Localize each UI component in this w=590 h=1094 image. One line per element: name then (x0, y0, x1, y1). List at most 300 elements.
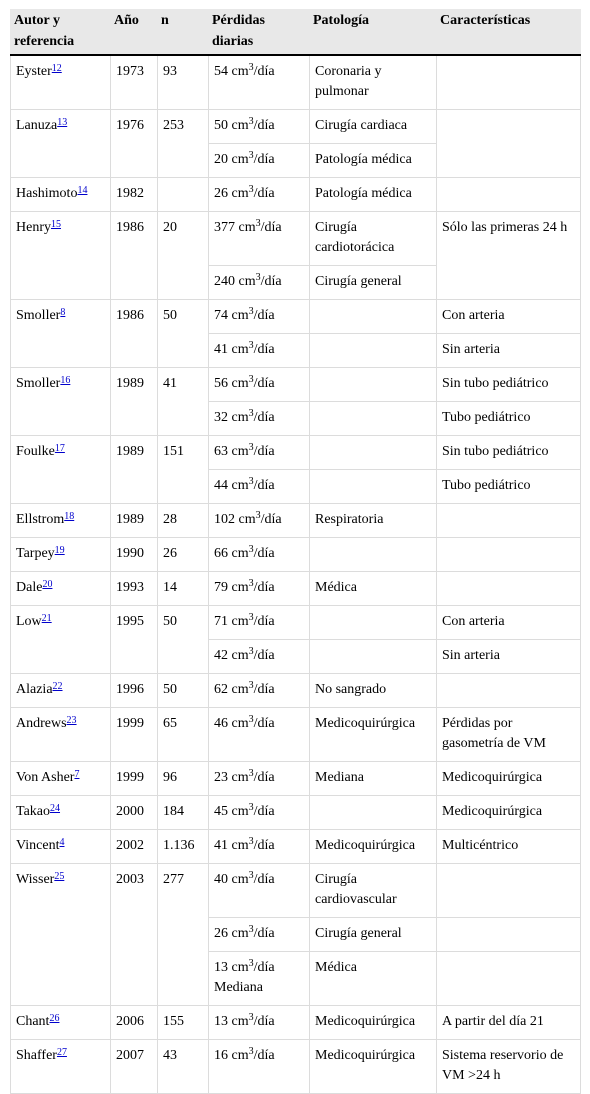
unit-suffix: /día (253, 342, 275, 357)
cell-n: 65 (158, 708, 209, 762)
cell-caracteristicas: Con arteria (437, 606, 581, 640)
unit-suffix: /día (253, 960, 275, 975)
reference-link[interactable]: 26 (49, 1013, 60, 1024)
unit-exponent: 3 (248, 374, 254, 385)
cell-n: 26 (158, 538, 209, 572)
cell-patologia: Medicoquirúrgica (310, 1040, 437, 1094)
cell-patologia (310, 368, 437, 402)
cell-anio: 1989 (111, 504, 158, 538)
cell-autor (11, 110, 111, 178)
unit-suffix: /día (253, 152, 275, 167)
cell-perdidas (209, 572, 310, 606)
table-row (11, 55, 581, 110)
cell-autor (11, 606, 111, 674)
cell-perdidas (209, 640, 310, 674)
table-row (11, 1006, 581, 1040)
cell-patologia: Medicoquirúrgica (310, 1006, 437, 1040)
unit-exponent: 3 (248, 544, 254, 555)
unit-exponent: 3 (248, 768, 254, 779)
cell-patologia: Patología médica (310, 178, 437, 212)
cell-anio: 2007 (111, 1040, 158, 1094)
unit-suffix: /día (253, 1014, 275, 1029)
cell-perdidas (209, 368, 310, 402)
unit-suffix: /día (253, 64, 275, 79)
author-name: Smoller (16, 376, 61, 391)
cell-n: 50 (158, 606, 209, 674)
cell-anio: 1996 (111, 674, 158, 708)
cell-autor (11, 178, 111, 212)
unit-prefix: cm (228, 838, 249, 853)
cell-autor (11, 708, 111, 762)
loss-value: 42 (214, 648, 228, 663)
cell-n: 43 (158, 1040, 209, 1094)
cell-caracteristicas: Multicéntrico (437, 830, 581, 864)
header-row (11, 9, 581, 55)
cell-patologia (310, 606, 437, 640)
cell-perdidas (209, 762, 310, 796)
unit-suffix: /día (260, 512, 282, 527)
cell-perdidas (209, 708, 310, 762)
author-name: Vincent (16, 838, 60, 853)
loss-value: 66 (214, 546, 228, 561)
reference-link[interactable]: 17 (54, 443, 65, 454)
unit-prefix: cm (228, 478, 249, 493)
cell-n: 277 (158, 864, 209, 1006)
cell-n (158, 178, 209, 212)
unit-exponent: 3 (255, 272, 261, 283)
cell-caracteristicas: Sin tubo pediátrico (437, 368, 581, 402)
cell-patologia: Cirugía general (310, 918, 437, 952)
unit-prefix: cm (228, 804, 249, 819)
cell-n: 184 (158, 796, 209, 830)
cell-caracteristicas: Con arteria (437, 300, 581, 334)
unit-exponent: 3 (248, 306, 254, 317)
table-row (11, 538, 581, 572)
unit-suffix: /día (253, 444, 275, 459)
cell-autor (11, 762, 111, 796)
unit-prefix: cm (228, 152, 249, 167)
unit-exponent: 3 (255, 510, 261, 521)
table-row (11, 762, 581, 796)
reference-link[interactable]: 22 (52, 681, 63, 692)
cell-anio: 1990 (111, 538, 158, 572)
author-name: Foulke (16, 444, 55, 459)
loss-value: 71 (214, 614, 228, 629)
cell-patologia: Cirugía cardiovascular (310, 864, 437, 918)
author-name: Shaffer (16, 1048, 57, 1063)
unit-suffix: /día (253, 478, 275, 493)
unit-prefix: cm (228, 64, 249, 79)
cell-perdidas (209, 952, 310, 1006)
cell-anio: 1986 (111, 300, 158, 368)
loss-value: 74 (214, 308, 228, 323)
unit-exponent: 3 (248, 1012, 254, 1023)
table-row (11, 796, 581, 830)
cell-perdidas (209, 55, 310, 110)
cell-autor (11, 572, 111, 606)
reference-link[interactable]: 14 (77, 185, 88, 196)
cell-patologia (310, 300, 437, 334)
unit-prefix: cm (235, 220, 256, 235)
loss-value: 13 (214, 1014, 228, 1029)
cell-autor (11, 538, 111, 572)
cell-perdidas (209, 402, 310, 436)
cell-autor (11, 368, 111, 436)
cell-anio: 1993 (111, 572, 158, 606)
unit-prefix: cm (228, 410, 249, 425)
loss-value: 102 (214, 512, 235, 527)
cell-caracteristicas (437, 918, 581, 952)
unit-prefix: cm (228, 1014, 249, 1029)
loss-value: 56 (214, 376, 228, 391)
cell-perdidas (209, 606, 310, 640)
cell-patologia (310, 640, 437, 674)
cell-perdidas (209, 212, 310, 266)
cell-patologia (310, 470, 437, 504)
loss-value: 377 (214, 220, 235, 235)
cell-perdidas (209, 110, 310, 144)
cell-anio: 2000 (111, 796, 158, 830)
header-anio: Año (111, 9, 158, 55)
unit-exponent: 3 (255, 218, 261, 229)
table-row (11, 300, 581, 334)
reference-link[interactable]: 20 (42, 579, 53, 590)
cell-perdidas (209, 538, 310, 572)
cell-anio: 1995 (111, 606, 158, 674)
unit-prefix: cm (235, 274, 256, 289)
cell-autor (11, 212, 111, 300)
cell-perdidas (209, 334, 310, 368)
author-name: Takao (16, 804, 51, 819)
cell-patologia: Coronaria y pulmonar (310, 55, 437, 110)
cell-patologia (310, 334, 437, 368)
cell-anio: 2006 (111, 1006, 158, 1040)
reference-link[interactable]: 4 (59, 837, 65, 848)
cell-perdidas (209, 470, 310, 504)
cell-anio: 1973 (111, 55, 158, 110)
cell-perdidas (209, 918, 310, 952)
author-name: Tarpey (16, 546, 55, 561)
cell-autor (11, 504, 111, 538)
cell-n: 1.136 (158, 830, 209, 864)
cell-n: 14 (158, 572, 209, 606)
cell-caracteristicas: Tubo pediátrico (437, 470, 581, 504)
header-perdidas: Pérdidas diarias (209, 9, 310, 55)
loss-value: 54 (214, 64, 228, 79)
cell-n: 50 (158, 674, 209, 708)
author-name: Henry (16, 220, 51, 235)
author-name: Eyster (16, 64, 52, 79)
cell-caracteristicas (437, 864, 581, 918)
unit-exponent: 3 (248, 184, 254, 195)
reference-link[interactable]: 8 (60, 307, 66, 318)
unit-prefix: cm (228, 308, 249, 323)
unit-prefix: cm (228, 960, 249, 975)
cell-patologia: Mediana (310, 762, 437, 796)
unit-prefix: cm (228, 444, 249, 459)
reference-link[interactable]: 18 (64, 511, 75, 522)
loss-value: 32 (214, 410, 228, 425)
loss-value: 23 (214, 770, 228, 785)
table-row (11, 110, 581, 144)
unit-suffix: /día (253, 376, 275, 391)
unit-suffix: /día (260, 274, 282, 289)
unit-suffix: /día (253, 186, 275, 201)
cell-patologia (310, 402, 437, 436)
cell-caracteristicas: Sólo las primeras 24 h (437, 212, 581, 300)
cell-caracteristicas: Sin arteria (437, 334, 581, 368)
table-row (11, 368, 581, 402)
table-row (11, 1040, 581, 1094)
unit-exponent: 3 (248, 408, 254, 419)
unit-exponent: 3 (248, 958, 254, 969)
loss-value: 62 (214, 682, 228, 697)
table-row (11, 572, 581, 606)
cell-caracteristicas: Pérdidas por gasometría de VM (437, 708, 581, 762)
unit-exponent: 3 (248, 836, 254, 847)
unit-prefix: cm (228, 682, 249, 697)
unit-exponent: 3 (248, 578, 254, 589)
cell-perdidas (209, 504, 310, 538)
cell-caracteristicas (437, 110, 581, 178)
unit-suffix: /día (253, 804, 275, 819)
unit-exponent: 3 (248, 62, 254, 73)
cell-autor (11, 55, 111, 110)
cell-perdidas (209, 796, 310, 830)
cell-n: 93 (158, 55, 209, 110)
author-name: Von Asher (16, 770, 75, 785)
cell-anio: 1999 (111, 708, 158, 762)
loss-value: 26 (214, 926, 228, 941)
reference-link[interactable]: 21 (41, 613, 52, 624)
unit-prefix: cm (228, 926, 249, 941)
cell-autor (11, 830, 111, 864)
reference-link[interactable]: 13 (57, 117, 68, 128)
cell-perdidas (209, 300, 310, 334)
cell-n: 41 (158, 368, 209, 436)
author-name: Low (16, 614, 42, 629)
unit-prefix: cm (228, 342, 249, 357)
cell-n: 155 (158, 1006, 209, 1040)
cell-caracteristicas (437, 55, 581, 110)
cell-patologia: Respiratoria (310, 504, 437, 538)
unit-prefix: cm (228, 872, 249, 887)
loss-value: 63 (214, 444, 228, 459)
unit-suffix: /día (253, 410, 275, 425)
header-n: n (158, 9, 209, 55)
unit-suffix: /día (253, 614, 275, 629)
unit-prefix: cm (228, 118, 249, 133)
reference-link[interactable]: 19 (54, 545, 65, 556)
unit-prefix: cm (228, 716, 249, 731)
reference-link[interactable]: 15 (51, 219, 61, 230)
cell-anio: 2002 (111, 830, 158, 864)
reference-link[interactable]: 24 (50, 803, 61, 814)
author-name: Smoller (16, 308, 61, 323)
blood-loss-studies-table (10, 9, 581, 1094)
cell-caracteristicas (437, 504, 581, 538)
author-name: Lanuza (16, 118, 58, 133)
unit-suffix: /día (253, 546, 275, 561)
table-row (11, 708, 581, 762)
unit-suffix: /día (253, 838, 275, 853)
cell-autor (11, 674, 111, 708)
cell-patologia: Medicoquirúrgica (310, 708, 437, 762)
author-name: Alazia (16, 682, 53, 697)
unit-exponent: 3 (248, 714, 254, 725)
cell-patologia: Cirugía general (310, 266, 437, 300)
cell-caracteristicas (437, 674, 581, 708)
unit-prefix: cm (228, 648, 249, 663)
cell-caracteristicas (437, 952, 581, 1006)
table-row (11, 178, 581, 212)
cell-perdidas (209, 674, 310, 708)
loss-value: 26 (214, 186, 228, 201)
cell-autor (11, 1006, 111, 1040)
reference-link[interactable]: 16 (60, 375, 71, 386)
unit-exponent: 3 (248, 924, 254, 935)
cell-perdidas (209, 144, 310, 178)
cell-caracteristicas (437, 538, 581, 572)
reference-link[interactable]: 7 (74, 769, 80, 780)
cell-caracteristicas: A partir del día 21 (437, 1006, 581, 1040)
cell-caracteristicas (437, 178, 581, 212)
unit-exponent: 3 (248, 1046, 254, 1057)
unit-suffix: /día (253, 872, 275, 887)
unit-exponent: 3 (248, 442, 254, 453)
cell-anio: 1999 (111, 762, 158, 796)
cell-n: 20 (158, 212, 209, 300)
unit-exponent: 3 (248, 802, 254, 813)
table-row (11, 830, 581, 864)
unit-suffix: /día (253, 580, 275, 595)
cell-perdidas (209, 830, 310, 864)
cell-perdidas (209, 436, 310, 470)
cell-perdidas (209, 266, 310, 300)
table-row (11, 674, 581, 708)
loss-value: 45 (214, 804, 228, 819)
unit-prefix: cm (228, 186, 249, 201)
cell-caracteristicas: Sin tubo pediátrico (437, 436, 581, 470)
cell-perdidas (209, 178, 310, 212)
loss-note: Mediana (214, 980, 263, 995)
unit-prefix: cm (228, 770, 249, 785)
cell-autor (11, 300, 111, 368)
cell-patologia (310, 436, 437, 470)
loss-value: 41 (214, 342, 228, 357)
table-body (11, 55, 581, 1094)
cell-caracteristicas: Medicoquirúrgica (437, 796, 581, 830)
cell-patologia (310, 538, 437, 572)
cell-perdidas (209, 864, 310, 918)
loss-value: 79 (214, 580, 228, 595)
author-name: Dale (16, 580, 43, 595)
cell-caracteristicas (437, 572, 581, 606)
reference-link[interactable]: 27 (56, 1047, 67, 1058)
unit-suffix: /día (253, 770, 275, 785)
cell-patologia: Cirugía cardiotorácica (310, 212, 437, 266)
cell-anio: 1986 (111, 212, 158, 300)
cell-anio: 1989 (111, 436, 158, 504)
unit-suffix: /día (253, 308, 275, 323)
unit-suffix: /día (253, 926, 275, 941)
cell-autor (11, 436, 111, 504)
loss-value: 40 (214, 872, 228, 887)
table-row (11, 212, 581, 266)
unit-prefix: cm (228, 614, 249, 629)
unit-suffix: /día (253, 648, 275, 663)
cell-autor (11, 796, 111, 830)
loss-value: 44 (214, 478, 228, 493)
unit-suffix: /día (253, 682, 275, 697)
unit-exponent: 3 (248, 116, 254, 127)
reference-link[interactable]: 25 (54, 871, 65, 882)
loss-value: 46 (214, 716, 228, 731)
unit-suffix: /día (253, 716, 275, 731)
cell-caracteristicas: Sin arteria (437, 640, 581, 674)
loss-value: 50 (214, 118, 228, 133)
unit-prefix: cm (228, 580, 249, 595)
cell-autor (11, 864, 111, 1006)
unit-suffix: /día (260, 220, 282, 235)
unit-suffix: /día (253, 118, 275, 133)
table-row (11, 606, 581, 640)
author-name: Hashimoto (16, 186, 78, 201)
cell-anio: 1976 (111, 110, 158, 178)
cell-n: 28 (158, 504, 209, 538)
header-autor: Autor y referencia (11, 9, 111, 55)
header-caracteristicas: Características (437, 9, 581, 55)
author-name: Chant (16, 1014, 50, 1029)
cell-patologia: Patología médica (310, 144, 437, 178)
cell-patologia: No sangrado (310, 674, 437, 708)
loss-value: 16 (214, 1048, 228, 1063)
unit-prefix: cm (228, 1048, 249, 1063)
unit-exponent: 3 (248, 476, 254, 487)
cell-caracteristicas: Medicoquirúrgica (437, 762, 581, 796)
cell-anio: 1989 (111, 368, 158, 436)
table-row (11, 864, 581, 918)
reference-link[interactable]: 23 (66, 715, 77, 726)
unit-exponent: 3 (248, 150, 254, 161)
cell-caracteristicas: Sistema reservorio de VM >24 h (437, 1040, 581, 1094)
cell-caracteristicas: Tubo pediátrico (437, 402, 581, 436)
unit-prefix: cm (228, 376, 249, 391)
reference-link[interactable]: 12 (51, 63, 62, 74)
unit-prefix: cm (235, 512, 256, 527)
author-name: Ellstrom (16, 512, 65, 527)
unit-exponent: 3 (248, 612, 254, 623)
cell-autor (11, 1040, 111, 1094)
table-row (11, 504, 581, 538)
cell-perdidas (209, 1006, 310, 1040)
cell-anio: 2003 (111, 864, 158, 1006)
unit-exponent: 3 (248, 646, 254, 657)
cell-n: 50 (158, 300, 209, 368)
table-row (11, 436, 581, 470)
unit-suffix: /día (253, 1048, 275, 1063)
cell-n: 151 (158, 436, 209, 504)
unit-exponent: 3 (248, 340, 254, 351)
unit-exponent: 3 (248, 680, 254, 691)
loss-value: 41 (214, 838, 228, 853)
loss-value: 240 (214, 274, 235, 289)
cell-perdidas (209, 1040, 310, 1094)
cell-patologia: Cirugía cardiaca (310, 110, 437, 144)
cell-anio: 1982 (111, 178, 158, 212)
author-name: Wisser (16, 872, 55, 887)
cell-patologia: Médica (310, 572, 437, 606)
